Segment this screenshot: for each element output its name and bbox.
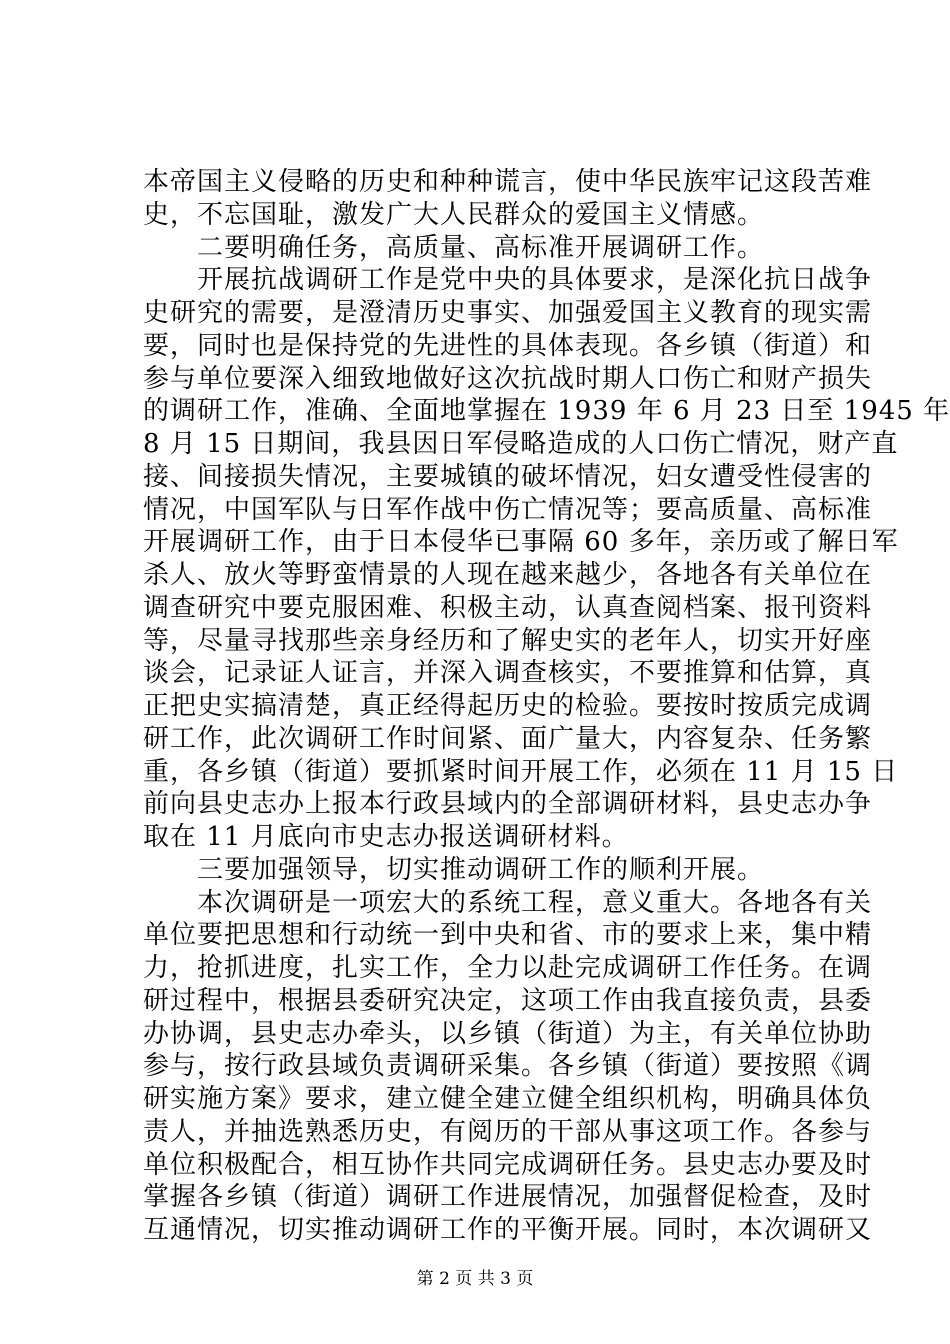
text-line: 本帝国主义侵略的历史和种种谎言，使中华民族牢记这段苦难 <box>143 167 873 197</box>
text-line: 要，同时也是保持党的先进性的具体表现。各乡镇（街道）和 <box>143 330 873 361</box>
text-line: 责人，并抽选熟悉历史，有阅历的干部从事这项工作。各参与 <box>143 1116 873 1147</box>
text-line: 取在 11 月底向市史志办报送调研材料。 <box>143 822 629 852</box>
text-line: 研实施方案》要求，建立健全建立健全组织机构，明确具体负 <box>143 1084 873 1114</box>
text-line: 本次调研是一项宏大的系统工程，意义重大。各地各有关 <box>197 887 873 918</box>
text-line: 史，不忘国耻，激发广大人民群众的爱国主义情感。 <box>143 199 765 230</box>
page-footer: 第 2 页 共 3 页 <box>416 1269 534 1289</box>
text-line: 前向县史志办上报本行政县域内的全部调研材料，县史志办争 <box>143 789 873 820</box>
text-line: 开展调研工作，由于日本侵华已事隔 60 多年，亲历或了解日军 <box>143 527 899 558</box>
text-line: 谈会，记录证人证言，并深入调查核实，不要推算和估算，真 <box>143 658 873 689</box>
text-line: 单位要把思想和行动统一到中央和省、市的要求上来，集中精 <box>143 920 873 951</box>
text-line: 史研究的需要，是澄清历史事实、加强爱国主义教育的现实需 <box>143 298 873 328</box>
body-text <box>143 166 950 1247</box>
text-line: 的调研工作，准确、全面地掌握在 1939 年 6 月 23 日至 1945 年 <box>143 396 950 427</box>
text-line: 开展抗战调研工作是党中央的具体要求，是深化抗日战争 <box>197 265 873 296</box>
text-line: 研过程中，根据县委研究决定，这项工作由我直接负责，县委 <box>143 985 873 1016</box>
section-heading: 二要明确任务，高质量、高标准开展调研工作。 <box>197 232 765 263</box>
text-line: 掌握各乡镇（街道）调研工作进展情况，加强督促检查，及时 <box>143 1182 873 1213</box>
text-line: 等，尽量寻找那些亲身经历和了解史实的老年人，切实开好座 <box>143 625 873 656</box>
text-line: 研工作，此次调研工作时间紧、面广量大，内容复杂、任务繁 <box>143 723 873 754</box>
text-line: 8 月 15 日期间，我县因日军侵略造成的人口伤亡情况，财产直 <box>143 429 899 459</box>
text-line: 重，各乡镇（街道）要抓紧时间开展工作，必须在 11 月 15 日 <box>143 756 899 787</box>
text-line: 杀人、放火等野蛮情景的人现在越来越少，各地各有关单位在 <box>143 560 873 590</box>
text-line: 单位积极配合，相互协作共同完成调研任务。县史志办要及时 <box>143 1149 873 1180</box>
text-line: 情况，中国军队与日军作战中伤亡情况等；要高质量、高标准 <box>143 494 873 525</box>
text-line: 正把史实搞清楚，真正经得起历史的检验。要按时按质完成调 <box>143 691 873 721</box>
text-line: 参与，按行政县域负责调研采集。各乡镇（街道）要按照《调 <box>143 1051 873 1082</box>
text-line: 接、间接损失情况，主要城镇的破坏情况，妇女遭受性侵害的 <box>143 461 873 492</box>
text-line: 办协调，县史志办牵头，以乡镇（街道）为主，有关单位协助 <box>143 1018 873 1049</box>
text-line: 参与单位要深入细致地做好这次抗战时期人口伤亡和财产损失 <box>143 363 873 394</box>
section-heading: 三要加强领导，切实推动调研工作的顺利开展。 <box>197 854 765 885</box>
text-line: 力，抢抓进度，扎实工作，全力以赴完成调研工作任务。在调 <box>143 953 873 983</box>
text-line: 调查研究中要克服困难、积极主动，认真查阅档案、报刊资料 <box>143 592 873 623</box>
text-line: 互通情况，切实推动调研工作的平衡开展。同时，本次调研又 <box>143 1215 873 1245</box>
